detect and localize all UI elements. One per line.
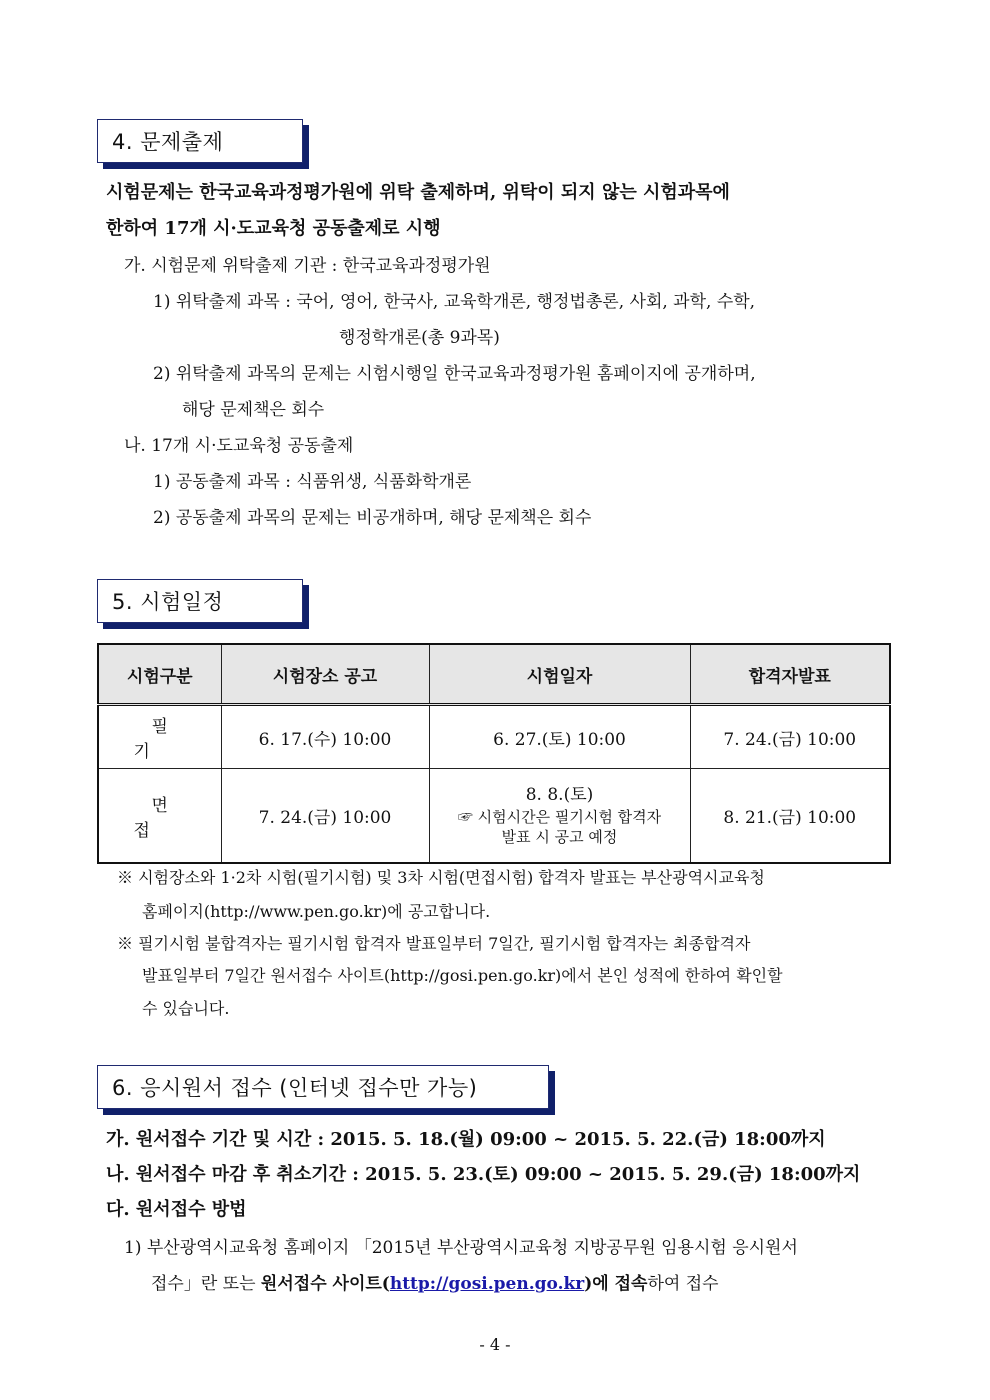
section-4-intro-line1: 시험문제는 한국교육과정평가원에 위탁 출제하며, 위탁이 되지 않는 시험과목에 xyxy=(106,182,730,203)
da-1-text-c: )에 접속 xyxy=(584,1274,648,1294)
section-5-note1-line1: ※ 시험장소와 1·2차 시험(필기시험) 및 3차 시험(면접시험) 합격자 발표는 부산광역시교육청 xyxy=(117,868,765,887)
section-4-item-ga: 가. 시험문제 위탁출제 기관 : 한국교육과정평가원 xyxy=(124,256,491,276)
section-4-item-ga-2-line1: 2) 위탁출제 과목의 문제는 시험시행일 한국교육과정평가원 홈페이지에 공개하며, xyxy=(153,364,756,384)
row2-date-note2: 발표 시 공고 예정 xyxy=(501,827,618,846)
section-6-item-da: 다. 원서접수 방법 xyxy=(106,1199,247,1220)
section-5-note1-line2: 홈페이지(http://www.pen.go.kr)에 공고합니다. xyxy=(142,902,491,921)
section-6-item-da-1-line2 xyxy=(151,1274,719,1294)
section-5-note2-line2: 발표일부터 7일간 원서접수 사이트(http://gosi.pen.go.kr)에서 본인 성적에 한하여 확인할 xyxy=(142,966,783,985)
section-4-title-text: 4. 문제출제 xyxy=(112,130,224,154)
da-1-text-b: 원서접수 사이트( xyxy=(260,1274,390,1294)
table-row xyxy=(98,769,890,864)
section-6-item-na: 나. 원서접수 마감 후 취소기간 : 2015. 5. 23.(토) 09:00 ~ 2015. 5. 29.(금) 18:00까지 xyxy=(106,1164,861,1185)
row1-type-text: 필기 xyxy=(133,717,204,762)
row1-type xyxy=(98,705,221,769)
section-4-item-na-1: 1) 공동출제 과목 : 식품위생, 식품화학개론 xyxy=(153,472,472,492)
row2-result: 8. 21.(금) 10:00 xyxy=(690,769,890,864)
section-4-item-ga-2-line2: 해당 문제책은 회수 xyxy=(182,400,325,420)
section-4-item-ga-1-line1: 1) 위탁출제 과목 : 국어, 영어, 한국사, 교육학개론, 행정법총론, 사회, 과학, 수학, xyxy=(153,292,756,312)
header-venue-notice: 시험장소 공고 xyxy=(221,644,429,705)
header-exam-date: 시험일자 xyxy=(429,644,690,705)
section-5-title xyxy=(97,579,303,623)
row2-date-main: 8. 8.(토) xyxy=(525,784,594,805)
row1-date: 6. 27.(토) 10:00 xyxy=(429,705,690,769)
section-4-title xyxy=(97,119,303,163)
header-result-announcement: 합격자발표 xyxy=(690,644,890,705)
section-5-note2-line3: 수 있습니다. xyxy=(142,999,230,1018)
header-exam-type: 시험구분 xyxy=(98,644,221,705)
page-number: - 4 - xyxy=(479,1335,511,1354)
row1-result: 7. 24.(금) 10:00 xyxy=(690,705,890,769)
row2-date xyxy=(429,769,690,864)
row2-type xyxy=(98,769,221,864)
section-4-intro-line2: 한하여 17개 시·도교육청 공동출제로 시행 xyxy=(106,218,441,239)
row2-type-text: 면접 xyxy=(133,795,204,841)
section-6-title-text: 6. 응시원서 접수 (인터넷 접수만 가능) xyxy=(112,1076,478,1100)
section-6-item-da-1-line1: 1) 부산광역시교육청 홈페이지 「2015년 부산광역시교육청 지방공무원 임용시험 응시원서 xyxy=(124,1238,798,1258)
section-4-item-na: 나. 17개 시·도교육청 공동출제 xyxy=(124,436,354,456)
exam-schedule-table xyxy=(97,643,891,864)
section-5-title-text: 5. 시험일정 xyxy=(112,590,224,614)
row2-venue: 7. 24.(금) 10:00 xyxy=(221,769,429,864)
da-1-text-d: 하여 접수 xyxy=(647,1274,719,1294)
gosi-site-link[interactable]: http://gosi.pen.go.kr xyxy=(389,1274,585,1294)
da-1-text-a: 접수」란 또는 xyxy=(151,1274,261,1294)
table-header-row xyxy=(98,644,890,705)
section-6-title xyxy=(97,1065,549,1109)
table-row xyxy=(98,705,890,769)
row2-date-note1: ☞ 시험시간은 필기시험 합격자 xyxy=(457,807,662,826)
row1-venue: 6. 17.(수) 10:00 xyxy=(221,705,429,769)
section-5-note2-line1: ※ 필기시험 불합격자는 필기시험 합격자 발표일부터 7일간, 필기시험 합격자는 최종합격자 xyxy=(117,934,751,953)
section-4-item-ga-1-line2: 행정학개론(총 9과목) xyxy=(339,328,500,348)
section-6-item-ga: 가. 원서접수 기간 및 시간 : 2015. 5. 18.(월) 09:00 ~ 2015. 5. 22.(금) 18:00까지 xyxy=(106,1129,826,1150)
section-4-item-na-2: 2) 공동출제 과목의 문제는 비공개하며, 해당 문제책은 회수 xyxy=(153,508,592,528)
